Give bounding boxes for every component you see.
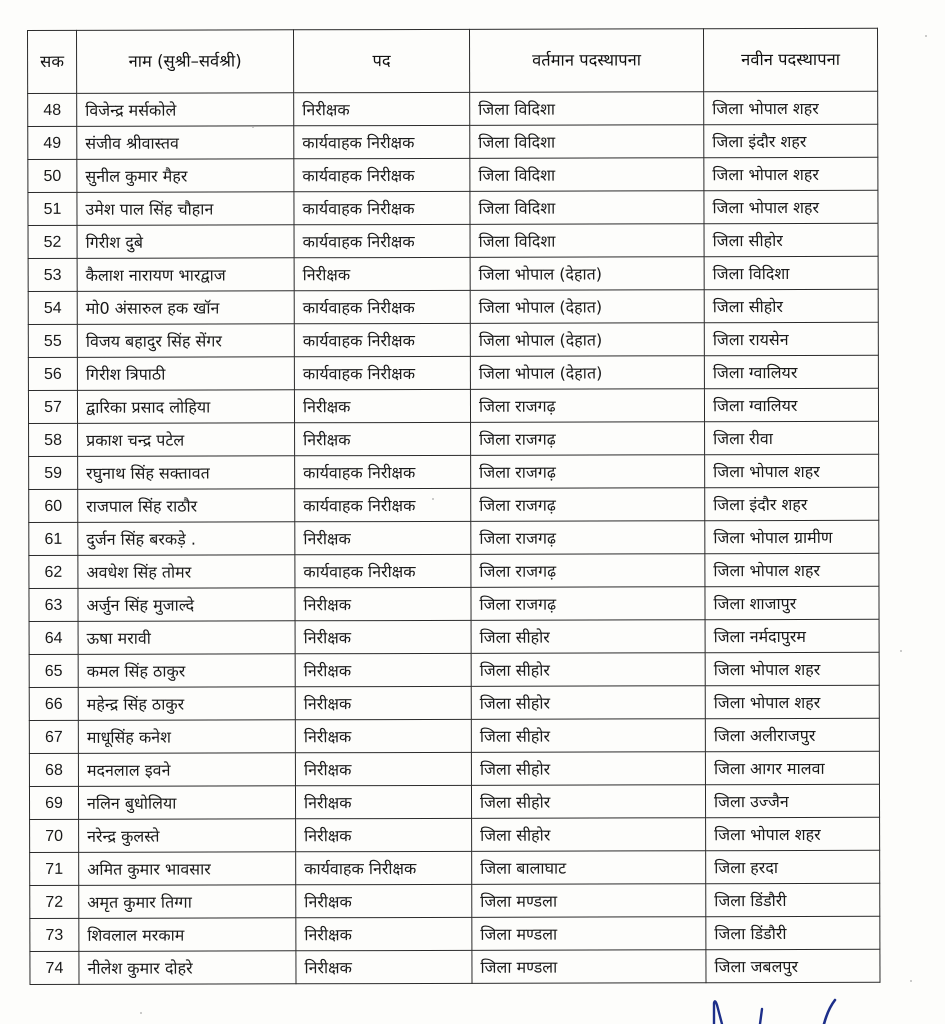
header-new-posting: नवीन पदस्थापना xyxy=(703,28,877,91)
name-cell: अमृत कुमार तिग्गा xyxy=(79,885,296,919)
transfer-table xyxy=(27,28,880,985)
serial-number-cell: 73 xyxy=(30,918,79,951)
current-posting-cell: जिला राजगढ़ xyxy=(471,422,705,456)
name-cell: विजेन्द्र मर्सकोले xyxy=(77,93,294,127)
post-cell: निरीक्षक xyxy=(294,92,470,125)
serial-number-cell: 56 xyxy=(28,357,77,390)
name-cell: शिवलाल मरकाम xyxy=(79,918,296,952)
table-row xyxy=(28,223,878,258)
table-row xyxy=(28,124,878,159)
table-row xyxy=(29,553,879,588)
current-posting-cell: जिला सीहोर xyxy=(471,785,705,819)
serial-number-cell: 51 xyxy=(28,192,77,225)
scan-speck xyxy=(252,126,254,128)
new-posting-cell: जिला भोपाल शहर xyxy=(706,817,880,850)
new-posting-cell: जिला ग्वालियर xyxy=(704,388,878,421)
name-cell: महेन्द्र सिंह ठाकुर xyxy=(78,687,295,721)
new-posting-cell: जिला डिंडौरी xyxy=(706,916,880,949)
serial-number-cell: 52 xyxy=(28,225,77,258)
table-row xyxy=(29,421,879,456)
new-posting-cell: जिला रायसेन xyxy=(704,322,878,355)
table-row xyxy=(30,916,880,951)
name-cell: कमल सिंह ठाकुर xyxy=(78,654,295,688)
new-posting-cell: जिला जबलपुर xyxy=(706,949,880,982)
post-cell: निरीक्षक xyxy=(296,917,472,950)
name-cell: नरेन्द्र कुलस्ते xyxy=(79,819,296,853)
new-posting-cell: जिला भोपाल शहर xyxy=(705,454,879,487)
table-row xyxy=(29,751,879,786)
current-posting-cell: जिला सीहोर xyxy=(471,653,705,687)
post-cell: कार्यवाहक निरीक्षक xyxy=(294,191,470,224)
name-cell: ऊषा मरावी xyxy=(78,621,295,655)
table-row xyxy=(30,817,880,852)
serial-number-cell: 65 xyxy=(29,654,78,687)
post-cell: कार्यवाहक निरीक्षक xyxy=(295,455,471,488)
post-cell: कार्यवाहक निरीक्षक xyxy=(294,290,470,323)
serial-number-cell: 61 xyxy=(29,522,78,555)
new-posting-cell: जिला शाजापुर xyxy=(705,586,879,619)
new-posting-cell: जिला डिंडौरी xyxy=(706,883,880,916)
serial-number-cell: 57 xyxy=(28,390,77,423)
serial-number-cell: 60 xyxy=(29,489,78,522)
table-row xyxy=(28,388,878,423)
current-posting-cell: जिला मण्डला xyxy=(472,884,706,918)
post-cell: निरीक्षक xyxy=(296,950,472,983)
table-row xyxy=(28,355,878,390)
post-cell: कार्यवाहक निरीक्षक xyxy=(294,323,470,356)
post-cell: निरीक्षक xyxy=(295,620,471,653)
new-posting-cell: जिला इंदौर शहर xyxy=(704,124,878,157)
table-row xyxy=(30,850,880,885)
post-cell: निरीक्षक xyxy=(294,389,470,422)
current-posting-cell: जिला राजगढ़ xyxy=(471,488,705,522)
table-row xyxy=(28,190,878,225)
current-posting-cell: जिला सीहोर xyxy=(471,719,705,753)
name-cell: कैलाश नारायण भारद्वाज xyxy=(77,258,294,292)
name-cell: द्वारिका प्रसाद लोहिया xyxy=(77,390,294,424)
name-cell: सुनील कुमार मैहर xyxy=(77,159,294,193)
name-cell: राजपाल सिंह राठौर xyxy=(78,489,295,523)
serial-number-cell: 53 xyxy=(28,258,77,291)
name-cell: मदनलाल इवने xyxy=(78,753,295,787)
new-posting-cell: जिला रीवा xyxy=(705,421,879,454)
serial-number-cell: 49 xyxy=(28,126,77,159)
post-cell: निरीक्षक xyxy=(295,653,471,686)
serial-number-cell: 62 xyxy=(29,555,78,588)
name-cell: प्रकाश चन्द्र पटेल xyxy=(78,423,295,457)
table-row xyxy=(29,685,879,720)
name-cell: माधूसिंह कनेश xyxy=(78,720,295,754)
table-row xyxy=(29,784,879,819)
new-posting-cell: जिला हरदा xyxy=(706,850,880,883)
new-posting-cell: जिला ग्वालियर xyxy=(704,355,878,388)
current-posting-cell: जिला सीहोर xyxy=(472,818,706,852)
new-posting-cell: जिला उज्जैन xyxy=(705,784,879,817)
new-posting-cell: जिला इंदौर शहर xyxy=(705,487,879,520)
post-cell: निरीक्षक xyxy=(295,422,471,455)
header-current-posting: वर्तमान पदस्थापना xyxy=(469,29,703,93)
new-posting-cell: जिला विदिशा xyxy=(704,256,878,289)
serial-number-cell: 50 xyxy=(28,159,77,192)
current-posting-cell: जिला बालाघाट xyxy=(472,851,706,885)
current-posting-cell: जिला भोपाल (देहात) xyxy=(470,323,704,357)
new-posting-cell: जिला आगर मालवा xyxy=(705,751,879,784)
header-serial-number: सक xyxy=(28,30,77,93)
table-row xyxy=(28,91,878,126)
current-posting-cell: जिला भोपाल (देहात) xyxy=(470,257,704,291)
current-posting-cell: जिला भोपाल (देहात) xyxy=(470,356,704,390)
new-posting-cell: जिला भोपाल शहर xyxy=(704,91,878,124)
current-posting-cell: जिला राजगढ़ xyxy=(471,587,705,621)
current-posting-cell: जिला सीहोर xyxy=(471,686,705,720)
name-cell: नलिन बुधोलिया xyxy=(78,786,295,820)
header-row xyxy=(28,28,878,93)
post-cell: कार्यवाहक निरीक्षक xyxy=(294,125,470,158)
post-cell: निरीक्षक xyxy=(296,818,472,851)
serial-number-cell: 72 xyxy=(30,885,79,918)
current-posting-cell: जिला भोपाल (देहात) xyxy=(470,290,704,324)
scan-speck xyxy=(925,35,927,37)
serial-number-cell: 55 xyxy=(28,324,77,357)
table-row xyxy=(28,157,878,192)
table-row xyxy=(29,586,879,621)
header-name: नाम (सुश्री–सर्वश्री) xyxy=(77,30,294,94)
table-row xyxy=(29,520,879,555)
post-cell: निरीक्षक xyxy=(295,521,471,554)
current-posting-cell: जिला राजगढ़ xyxy=(470,389,704,423)
new-posting-cell: जिला अलीराजपुर xyxy=(705,718,879,751)
serial-number-cell: 48 xyxy=(28,93,77,126)
current-posting-cell: जिला विदिशा xyxy=(470,158,704,192)
new-posting-cell: जिला भोपाल शहर xyxy=(704,157,878,190)
table-row xyxy=(29,487,879,522)
serial-number-cell: 69 xyxy=(29,786,78,819)
current-posting-cell: जिला राजगढ़ xyxy=(471,554,705,588)
post-cell: कार्यवाहक निरीक्षक xyxy=(295,554,471,587)
scan-speck xyxy=(432,498,434,500)
name-cell: रघुनाथ सिंह सक्तावत xyxy=(78,456,295,490)
current-posting-cell: जिला सीहोर xyxy=(471,620,705,654)
current-posting-cell: जिला राजगढ़ xyxy=(471,521,705,555)
serial-number-cell: 66 xyxy=(29,687,78,720)
post-cell: कार्यवाहक निरीक्षक xyxy=(294,224,470,257)
scan-speck xyxy=(140,1012,142,1014)
serial-number-cell: 54 xyxy=(28,291,77,324)
new-posting-cell: जिला सीहोर xyxy=(704,289,878,322)
serial-number-cell: 67 xyxy=(29,720,78,753)
name-cell: गिरीश त्रिपाठी xyxy=(77,357,294,391)
table-row xyxy=(30,883,880,918)
name-cell: नीलेश कुमार दोहरे xyxy=(79,951,296,985)
name-cell: गिरीश दुबे xyxy=(77,225,294,259)
name-cell: मो0 अंसारुल हक खॉन xyxy=(77,291,294,325)
current-posting-cell: जिला विदिशा xyxy=(470,191,704,225)
serial-number-cell: 74 xyxy=(30,951,79,984)
current-posting-cell: जिला मण्डला xyxy=(472,950,706,984)
post-cell: निरीक्षक xyxy=(295,719,471,752)
post-cell: कार्यवाहक निरीक्षक xyxy=(295,488,471,521)
post-cell: निरीक्षक xyxy=(296,884,472,917)
post-cell: निरीक्षक xyxy=(295,686,471,719)
post-cell: निरीक्षक xyxy=(295,587,471,620)
post-cell: निरीक्षक xyxy=(294,257,470,290)
post-cell: कार्यवाहक निरीक्षक xyxy=(294,158,470,191)
name-cell: दुर्जन सिंह बरकड़े . xyxy=(78,522,295,556)
new-posting-cell: जिला नर्मदापुरम xyxy=(705,619,879,652)
header-post: पद xyxy=(294,29,470,92)
serial-number-cell: 64 xyxy=(29,621,78,654)
table-row xyxy=(30,949,880,984)
current-posting-cell: जिला सीहोर xyxy=(471,752,705,786)
serial-number-cell: 59 xyxy=(29,456,78,489)
post-cell: निरीक्षक xyxy=(295,785,471,818)
table-body xyxy=(28,91,880,984)
current-posting-cell: जिला राजगढ़ xyxy=(471,455,705,489)
serial-number-cell: 70 xyxy=(30,819,79,852)
current-posting-cell: जिला विदिशा xyxy=(470,92,704,126)
current-posting-cell: जिला विदिशा xyxy=(470,125,704,159)
post-cell: कार्यवाहक निरीक्षक xyxy=(296,851,472,884)
post-cell: कार्यवाहक निरीक्षक xyxy=(294,356,470,389)
table-header xyxy=(28,28,878,93)
name-cell: संजीव श्रीवास्तव xyxy=(77,126,294,160)
table-row xyxy=(29,652,879,687)
serial-number-cell: 58 xyxy=(29,423,78,456)
table-row xyxy=(29,619,879,654)
name-cell: अर्जुन सिंह मुजाल्दे xyxy=(78,588,295,622)
current-posting-cell: जिला विदिशा xyxy=(470,224,704,258)
name-cell: उमेश पाल सिंह चौहान xyxy=(77,192,294,226)
serial-number-cell: 63 xyxy=(29,588,78,621)
table-row xyxy=(29,718,879,753)
new-posting-cell: जिला भोपाल शहर xyxy=(705,652,879,685)
post-cell: निरीक्षक xyxy=(295,752,471,785)
name-cell: अमित कुमार भावसार xyxy=(79,852,296,886)
signature-mark xyxy=(700,997,860,1024)
scan-speck xyxy=(900,650,902,652)
name-cell: अवधेश सिंह तोमर xyxy=(78,555,295,589)
table-row xyxy=(28,289,878,324)
name-cell: विजय बहादुर सिंह सेंगर xyxy=(77,324,294,358)
table-row xyxy=(29,454,879,489)
new-posting-cell: जिला भोपाल शहर xyxy=(705,685,879,718)
serial-number-cell: 68 xyxy=(29,753,78,786)
new-posting-cell: जिला भोपाल शहर xyxy=(704,190,878,223)
scan-speck xyxy=(910,980,912,982)
new-posting-cell: जिला सीहोर xyxy=(704,223,878,256)
table-row xyxy=(28,256,878,291)
current-posting-cell: जिला मण्डला xyxy=(472,917,706,951)
new-posting-cell: जिला भोपाल शहर xyxy=(705,553,879,586)
serial-number-cell: 71 xyxy=(30,852,79,885)
new-posting-cell: जिला भोपाल ग्रामीण xyxy=(705,520,879,553)
table-row xyxy=(28,322,878,357)
